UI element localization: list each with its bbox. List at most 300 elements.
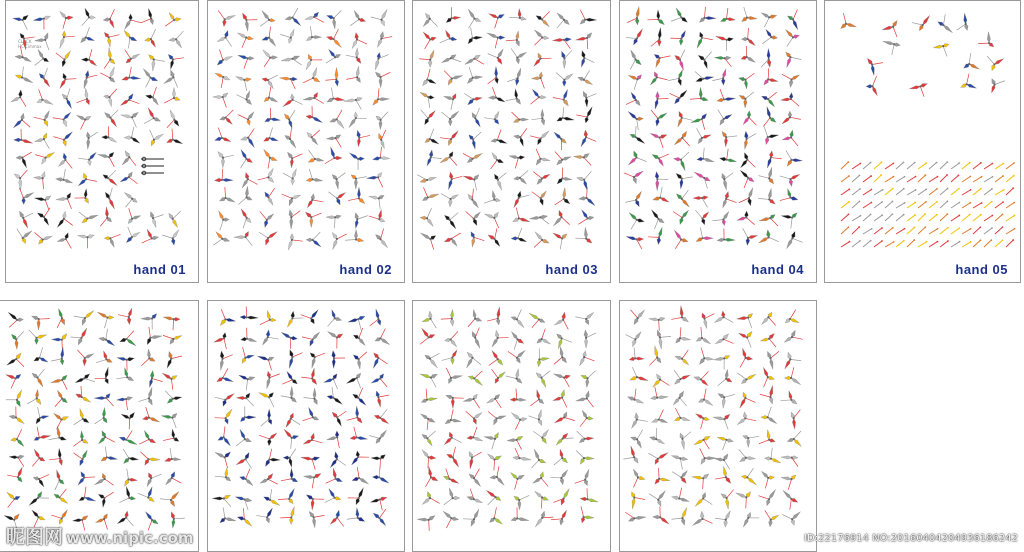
clock-hand-set-icon (484, 191, 500, 204)
clock-hand-set-icon (579, 187, 595, 206)
clock-hand-set-icon (673, 152, 688, 171)
clock-hand-set-icon (671, 306, 688, 322)
clock-hand-set-icon (467, 427, 483, 441)
clock-hand-set-icon (695, 492, 712, 506)
clock-hand-set-icon (739, 188, 753, 206)
clock-hand-set-icon (260, 311, 276, 325)
clock-hand-set-icon (488, 66, 499, 84)
arrow-hand-icon (885, 227, 894, 234)
clock-hand-set-icon (651, 210, 664, 229)
clock-hand-set-icon (781, 475, 796, 490)
clock-hand-set-icon (737, 211, 755, 225)
arrow-hand-icon (885, 162, 894, 169)
clock-hand-set-icon (75, 374, 95, 383)
clock-hand-set-icon (160, 491, 179, 506)
clock-hand-set-icon (468, 371, 482, 386)
clock-hand-set-icon (784, 330, 803, 342)
clock-hand-set-icon (124, 192, 137, 207)
clock-hand-set-icon (57, 211, 72, 227)
clock-hand-set-icon (100, 67, 115, 82)
clock-hand-set-icon (79, 212, 99, 223)
clock-hand-set-icon (715, 334, 733, 344)
clock-hand-set-icon (699, 348, 713, 365)
clock-hand-set-icon (672, 488, 690, 502)
clock-hand-set-icon (463, 509, 479, 526)
arrow-hand-icon (1006, 215, 1015, 221)
clock-hand-set-icon (702, 313, 714, 329)
clock-hand-set-icon (58, 153, 72, 168)
clock-hand-set-icon (529, 410, 542, 426)
clock-hand-set-icon (739, 73, 755, 89)
arrow-hand-icon (962, 162, 971, 169)
clock-hand-set-icon (162, 230, 179, 246)
clock-hand-set-icon (371, 374, 387, 387)
arrow-hand-icon (918, 188, 927, 195)
arrow-hand-icon (841, 201, 850, 208)
clock-hand-set-icon (237, 508, 251, 526)
clock-hand-set-icon (241, 129, 255, 148)
clock-hand-set-icon (628, 389, 644, 404)
clock-hand-set-icon (142, 229, 159, 243)
arrow-hand-icon (885, 176, 894, 182)
clock-hand-set-icon (551, 510, 567, 525)
clock-hand-set-icon (100, 207, 111, 226)
clock-hand-set-icon (220, 351, 232, 370)
clock-hand-set-icon (697, 148, 714, 162)
clock-hand-set-icon (346, 48, 361, 63)
clock-hand-set-icon (98, 492, 113, 507)
clock-hand-set-icon (532, 191, 546, 205)
clock-hand-set-icon (348, 187, 365, 203)
clock-hand-set-icon (513, 208, 530, 222)
clock-hand-set-icon (717, 229, 735, 242)
clock-hand-set-icon (15, 67, 32, 83)
clock-hand-set-icon (126, 227, 140, 243)
clock-hand-set-icon (36, 407, 49, 424)
clock-hand-set-icon (242, 172, 258, 188)
clock-hand-set-icon (260, 11, 275, 27)
clock-hand-set-icon (373, 353, 387, 369)
clock-hand-set-icon (536, 149, 550, 165)
clock-hand-set-icon (264, 149, 278, 168)
clock-hand-set-icon (782, 111, 801, 124)
arrow-hand-icon (940, 200, 948, 208)
clock-hand-set-icon (330, 452, 345, 468)
clock-hand-set-icon (141, 349, 155, 366)
clock-hand-set-icon (488, 228, 500, 246)
arrow-hand-icon (929, 162, 937, 169)
clock-hand-set-icon (81, 49, 96, 66)
arrow-hand-icon (940, 188, 948, 195)
clock-hand-set-icon (784, 367, 800, 384)
clock-hand-set-icon (261, 409, 272, 426)
clock-hand-set-icon (472, 328, 480, 349)
clock-hand-set-icon (289, 210, 300, 229)
clock-hand-set-icon (780, 174, 800, 186)
clock-hand-set-icon (71, 328, 87, 345)
clock-hand-set-icon (138, 387, 152, 405)
clock-hand-set-icon (34, 347, 48, 362)
clock-hand-set-icon (630, 126, 645, 143)
arrow-hand-icon (896, 214, 905, 221)
clock-hand-set-icon (97, 312, 114, 328)
clock-hand-set-icon (554, 412, 574, 423)
clock-hand-set-icon (423, 32, 436, 49)
clock-hand-set-icon (422, 431, 436, 446)
clock-hand-set-icon (488, 87, 505, 102)
clock-hand-set-icon (718, 110, 732, 125)
clock-hand-set-icon (466, 211, 481, 225)
clock-hand-set-icon (554, 132, 567, 150)
clock-hand-set-icon (628, 75, 641, 90)
clock-hand-set-icon (34, 172, 46, 190)
clock-hand-set-icon (165, 448, 181, 461)
clock-hand-set-icon (767, 351, 779, 369)
clock-hand-set-icon (86, 132, 97, 149)
clock-hand-set-icon (262, 27, 276, 47)
clock-hand-set-icon (484, 111, 499, 124)
clock-hand-set-icon (650, 133, 667, 148)
clock-hand-set-icon (281, 386, 297, 402)
clock-hand-set-icon (217, 50, 232, 66)
clock-hand-set-icon (961, 74, 977, 89)
clock-hand-set-icon (124, 127, 140, 143)
clock-hand-set-icon (763, 367, 774, 387)
arrow-hand-icon (929, 214, 938, 221)
clock-hand-set-icon (168, 54, 184, 69)
clock-hand-set-icon (759, 167, 774, 184)
clock-hand-set-icon (79, 487, 96, 501)
clock-hand-set-icon (285, 128, 296, 148)
clock-hand-set-icon (375, 52, 388, 69)
arrow-hand-icon (918, 226, 926, 234)
arrow-hand-icon (907, 189, 917, 195)
clock-hand-set-icon (325, 489, 341, 503)
clock-hand-set-icon (693, 196, 708, 208)
clock-hand-set-icon (581, 130, 596, 147)
pin-hand-icon (141, 164, 164, 168)
clock-hand-set-icon (324, 374, 338, 389)
clock-hand-set-icon (9, 455, 24, 467)
clock-hand-set-icon (374, 409, 388, 423)
clock-hand-set-icon (426, 466, 438, 486)
clock-hand-set-icon (284, 110, 295, 128)
clock-hand-set-icon (577, 171, 592, 190)
clock-hand-set-icon (674, 230, 688, 249)
clock-hand-set-icon (552, 38, 571, 49)
clock-hand-set-icon (241, 149, 253, 168)
clock-hand-set-icon (631, 310, 645, 325)
clock-hand-set-icon (420, 208, 433, 226)
clock-hand-set-icon (370, 497, 387, 510)
clock-hand-set-icon (163, 317, 180, 330)
clock-hand-set-icon (124, 469, 137, 487)
arrow-hand-icon (918, 213, 926, 221)
clock-hand-set-icon (447, 447, 459, 467)
arrow-hand-icon (962, 176, 971, 182)
clock-hand-set-icon (281, 468, 298, 482)
clock-hand-set-icon (328, 331, 343, 348)
clock-hand-set-icon (675, 350, 689, 365)
clock-hand-set-icon (534, 232, 549, 248)
clock-hand-set-icon (781, 213, 797, 229)
clock-hand-set-icon (236, 77, 252, 91)
clock-hand-set-icon (35, 49, 49, 65)
arrow-hand-icon (962, 214, 971, 221)
clock-hand-set-icon (509, 9, 526, 21)
clock-hand-set-icon (11, 90, 26, 107)
clock-hand-set-icon (763, 29, 778, 43)
arrow-hand-icon (896, 240, 905, 247)
clock-hand-set-icon (371, 455, 386, 470)
clock-hand-set-icon (912, 15, 930, 30)
clock-hand-set-icon (122, 151, 136, 166)
clock-hand-set-icon (147, 327, 162, 345)
clock-hand-set-icon (650, 428, 665, 444)
clock-hand-set-icon (327, 310, 341, 327)
arrow-hand-icon (1006, 162, 1015, 169)
clock-hand-set-icon (283, 449, 296, 468)
clock-hand-set-icon (8, 312, 23, 327)
sheet-hand-07 (207, 300, 405, 552)
clock-hand-set-icon (494, 173, 506, 190)
clock-hand-set-icon (267, 371, 280, 388)
clock-hand-set-icon (445, 409, 461, 423)
clock-hand-set-icon (57, 309, 64, 328)
clock-hand-set-icon (121, 412, 135, 429)
clock-hand-set-icon (533, 430, 548, 444)
clock-hand-set-icon (350, 10, 365, 25)
clock-hand-set-icon (699, 7, 716, 22)
hands-grid (825, 1, 1021, 283)
arrow-hand-icon (973, 176, 982, 182)
clock-hand-set-icon (265, 449, 280, 467)
clock-hand-set-icon (625, 191, 641, 206)
clock-hand-set-icon (327, 387, 343, 405)
clock-hand-set-icon (144, 108, 161, 124)
clock-hand-set-icon (785, 30, 799, 47)
clock-hand-set-icon (626, 92, 640, 106)
clock-hand-set-icon (938, 14, 953, 32)
clock-hand-set-icon (33, 475, 49, 488)
arrow-hand-icon (907, 214, 916, 221)
clock-hand-set-icon (420, 233, 435, 250)
clock-hand-set-icon (378, 32, 393, 48)
clock-hand-set-icon (215, 409, 233, 424)
clock-hand-set-icon (492, 369, 506, 383)
clock-hand-set-icon (420, 374, 437, 387)
clock-hand-set-icon (242, 347, 254, 363)
clock-hand-set-icon (306, 26, 321, 40)
clock-hand-set-icon (417, 175, 436, 183)
clock-hand-set-icon (345, 229, 364, 241)
clock-hand-set-icon (288, 234, 302, 250)
clock-hand-set-icon (164, 70, 178, 87)
clock-hand-set-icon (444, 432, 461, 445)
clock-hand-set-icon (584, 330, 596, 348)
clock-hand-set-icon (326, 468, 343, 483)
clock-hand-set-icon (304, 474, 322, 489)
clock-hand-set-icon (369, 195, 384, 209)
clock-hand-set-icon (514, 171, 528, 185)
clock-hand-set-icon (787, 231, 803, 248)
clock-hand-set-icon (489, 350, 503, 365)
clock-hand-set-icon (306, 495, 324, 510)
clock-hand-set-icon (259, 433, 277, 446)
clock-hand-set-icon (260, 211, 274, 227)
clock-hand-set-icon (575, 227, 592, 243)
arrow-hand-icon (984, 188, 993, 195)
clock-hand-set-icon (466, 352, 481, 368)
clock-hand-set-icon (759, 230, 779, 243)
clock-hand-set-icon (242, 13, 257, 31)
arrow-hand-icon (984, 239, 992, 247)
clock-hand-set-icon (492, 330, 509, 347)
arrow-hand-icon (874, 201, 883, 208)
clock-hand-set-icon (421, 389, 437, 403)
clock-hand-set-icon (534, 53, 552, 66)
clock-hand-set-icon (34, 232, 52, 244)
clock-hand-set-icon (265, 188, 275, 205)
clock-hand-set-icon (580, 410, 593, 427)
clock-hand-set-icon (7, 467, 22, 482)
clock-hand-set-icon (714, 311, 733, 323)
clock-hand-set-icon (741, 28, 755, 46)
arrow-hand-icon (907, 227, 915, 234)
clock-hand-set-icon (630, 367, 648, 380)
clock-hand-set-icon (909, 84, 927, 97)
clock-hand-set-icon (283, 94, 303, 107)
clock-hand-set-icon (448, 172, 462, 190)
clock-hand-set-icon (511, 413, 527, 430)
clock-hand-set-icon (35, 152, 55, 164)
clock-hand-set-icon (240, 406, 256, 421)
clock-hand-set-icon (715, 454, 730, 469)
clock-hand-set-icon (125, 50, 140, 63)
clock-hand-set-icon (488, 412, 506, 425)
clock-hand-set-icon (214, 169, 233, 182)
clock-hand-set-icon (555, 152, 571, 165)
arrow-hand-icon (995, 239, 1003, 247)
clock-hand-set-icon (532, 449, 546, 468)
clock-hand-set-icon (241, 209, 251, 228)
clock-hand-set-icon (535, 511, 553, 527)
clock-hand-set-icon (119, 486, 135, 502)
clock-hand-set-icon (60, 11, 74, 28)
clock-hand-set-icon (32, 316, 50, 330)
clock-hand-set-icon (536, 11, 550, 26)
clock-hand-set-icon (220, 309, 235, 325)
pin-hand-icon (141, 157, 164, 161)
arrow-hand-icon (874, 161, 882, 169)
clock-hand-set-icon (440, 131, 458, 146)
clock-hand-set-icon (353, 328, 365, 346)
clock-hand-set-icon (741, 468, 756, 485)
clock-hand-set-icon (128, 208, 141, 223)
clock-hand-set-icon (327, 10, 342, 29)
clock-hand-set-icon (307, 130, 320, 145)
arrow-hand-icon (940, 174, 948, 182)
clock-hand-set-icon (649, 453, 669, 465)
arrow-hand-icon (907, 176, 916, 182)
clock-hand-set-icon (536, 371, 550, 387)
clock-hand-set-icon (695, 210, 708, 225)
clock-hand-set-icon (700, 448, 717, 464)
clock-hand-set-icon (580, 488, 598, 502)
clock-hand-set-icon (533, 472, 549, 487)
clock-hand-set-icon (489, 14, 505, 29)
clock-hand-set-icon (327, 88, 345, 102)
clock-hand-set-icon (162, 373, 177, 390)
clock-hand-set-icon (264, 87, 278, 102)
clock-hand-set-icon (105, 188, 114, 209)
clock-hand-set-icon (721, 8, 736, 22)
clock-hand-set-icon (98, 431, 114, 444)
arrow-hand-icon (995, 213, 1003, 221)
arrow-hand-icon (852, 200, 860, 208)
clock-hand-set-icon (369, 430, 386, 443)
clock-hand-set-icon (537, 349, 549, 367)
clock-hand-set-icon (325, 147, 342, 164)
clock-hand-set-icon (29, 491, 49, 505)
clock-hand-set-icon (259, 393, 274, 408)
arrow-hand-icon (852, 226, 860, 234)
clock-hand-set-icon (215, 452, 231, 468)
clock-hand-set-icon (657, 330, 671, 349)
clock-hand-set-icon (49, 426, 67, 440)
clock-hand-set-icon (740, 392, 756, 408)
clock-hand-set-icon (762, 92, 777, 106)
clock-hand-set-icon (60, 31, 75, 48)
clock-hand-set-icon (578, 70, 593, 84)
clock-hand-set-icon (629, 347, 644, 360)
hands-grid (208, 1, 405, 283)
arrow-hand-icon (951, 241, 960, 247)
arrow-hand-icon (918, 162, 927, 169)
clock-hand-set-icon (490, 466, 504, 485)
clock-hand-set-icon (150, 212, 163, 228)
clock-hand-set-icon (306, 169, 323, 182)
clock-hand-set-icon (694, 436, 710, 449)
clock-hand-set-icon (212, 495, 231, 507)
clock-hand-set-icon (443, 469, 458, 484)
clock-hand-set-icon (444, 94, 456, 110)
clock-hand-set-icon (213, 232, 229, 246)
clock-hand-set-icon (445, 213, 459, 229)
clock-hand-set-icon (576, 450, 594, 464)
clock-hand-set-icon (575, 312, 593, 324)
clock-hand-set-icon (236, 429, 251, 446)
clock-hand-set-icon (308, 150, 324, 162)
clock-hand-set-icon (987, 56, 1004, 71)
clock-hand-set-icon (882, 20, 897, 37)
arrow-hand-icon (973, 202, 983, 208)
clock-hand-set-icon (238, 55, 254, 68)
clock-hand-set-icon (330, 110, 344, 129)
clock-hand-set-icon (17, 229, 32, 244)
clock-hand-set-icon (744, 131, 756, 149)
clock-hand-set-icon (531, 89, 547, 104)
clock-hand-set-icon (653, 374, 670, 387)
clock-hand-set-icon (352, 467, 369, 484)
arrow-hand-icon (841, 175, 850, 182)
clock-hand-set-icon (762, 471, 775, 488)
clock-hand-set-icon (446, 7, 460, 22)
clock-hand-set-icon (215, 468, 231, 481)
clock-hand-set-icon (506, 89, 521, 105)
clock-hand-set-icon (781, 456, 798, 467)
clock-hand-set-icon (487, 33, 505, 48)
